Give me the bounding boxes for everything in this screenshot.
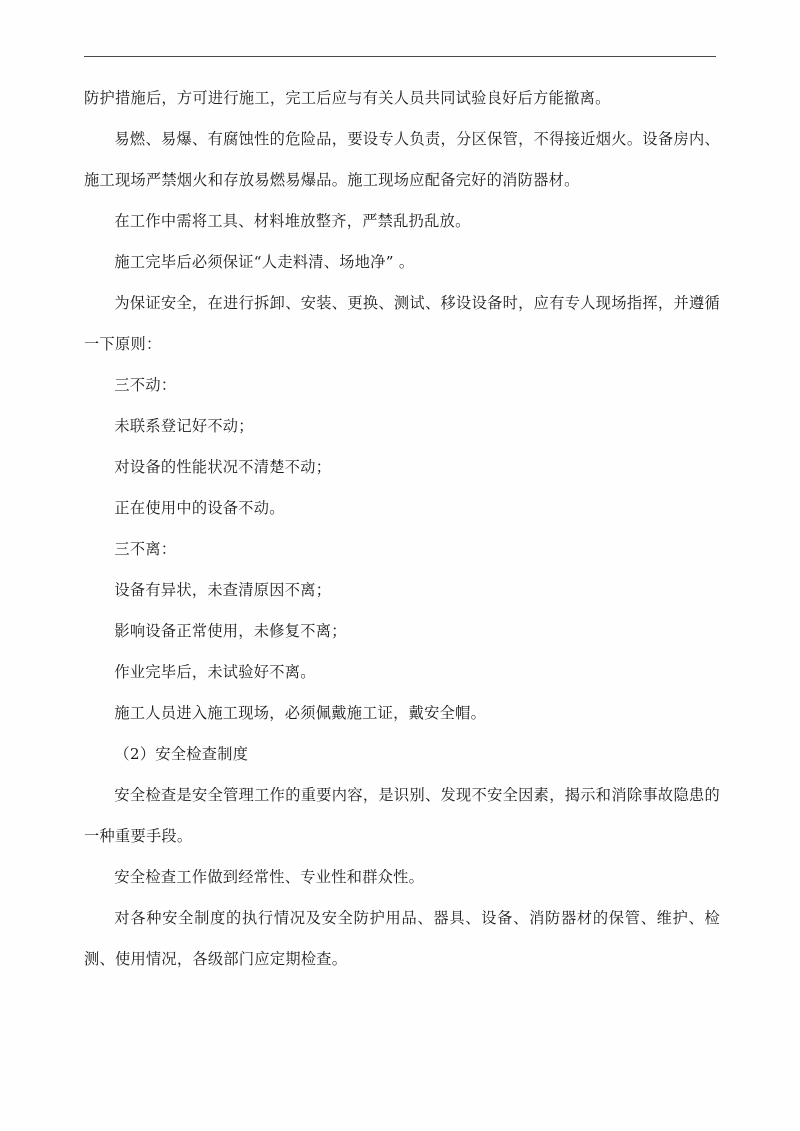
paragraph: 施工人员进入施工现场，必须佩戴施工证，戴安全帽。 xyxy=(114,704,487,722)
paragraph: 对各种安全制度的执行情况及安全防护用品、器具、设备、消防器材的保管、维护、检测、使用情况，各级部门应定期检查。 xyxy=(84,909,720,968)
paragraph: 安全检查是安全管理工作的重要内容，是识别、发现不安全因素，揭示和消除事故隐患的一种重要手段。 xyxy=(84,786,720,845)
paragraph: 三不动： xyxy=(114,376,177,394)
paragraph: 对设备的性能状况不清楚不动； xyxy=(114,458,332,476)
paragraph: 防护措施后，方可进行施工，完工后应与有关人员共同试验良好后方能撤离。 xyxy=(84,89,611,107)
paragraph: 影响设备正常使用，未修复不离； xyxy=(114,622,347,640)
header-divider xyxy=(84,56,716,57)
paragraph: 正在使用中的设备不动。 xyxy=(114,499,285,517)
paragraph: 作业完毕后，未试验好不离。 xyxy=(114,663,316,681)
paragraph: 三不离： xyxy=(114,540,177,558)
document-body xyxy=(84,78,720,980)
paragraph: 易燃、易爆、有腐蚀性的危险品，要设专人负责，分区保管，不得接近烟火。设备房内、施工现场严禁烟火和存放易燃易爆品。施工现场应配备完好的消防器材。 xyxy=(84,130,720,189)
paragraph: 为保证安全，在进行拆卸、安装、更换、测试、移设设备时，应有专人现场指挥，并遵循一下原则： xyxy=(84,294,720,353)
paragraph: 设备有异状，未查清原因不离； xyxy=(114,581,332,599)
paragraph: 未联系登记好不动； xyxy=(114,417,254,435)
paragraph: （2）安全检查制度 xyxy=(114,745,249,763)
paragraph: 安全检查工作做到经常性、专业性和群众性。 xyxy=(114,868,425,886)
paragraph: 施工完毕后必须保证“人走料清、场地净” 。 xyxy=(114,253,415,271)
paragraph: 在工作中需将工具、材料堆放整齐，严禁乱扔乱放。 xyxy=(114,212,471,230)
